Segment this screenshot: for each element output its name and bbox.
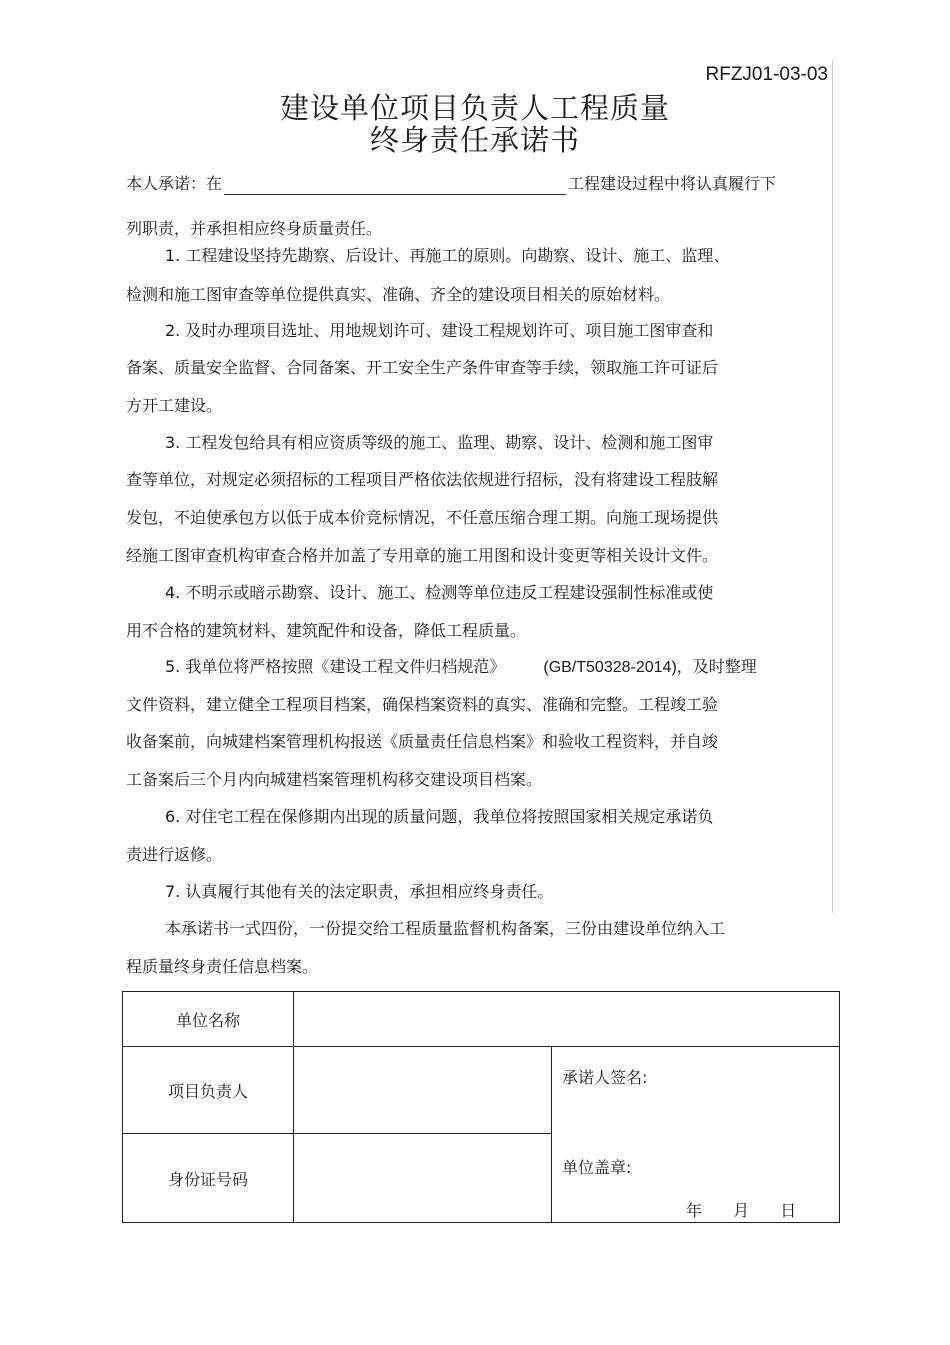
seal-label: 单位盖章:: [562, 1158, 632, 1177]
day-label: 日: [780, 1201, 797, 1220]
document-code: RFZJ01-03-03: [705, 64, 828, 85]
unit-name-field[interactable]: [294, 992, 840, 1047]
item-6-line-1: 6. 对住宅工程在保修期内出现的质量问题，我单位将按照国家相关规定承诺负: [165, 807, 714, 826]
item-6-line-2: 责进行返修。: [126, 845, 223, 864]
project-lead-label: 项目负责人: [123, 1047, 294, 1134]
project-name-blank: [224, 176, 566, 195]
item-4-line-1: 4. 不明示或暗示勘察、设计、施工、检测等单位违反工程建设强制性标准或使: [165, 583, 714, 602]
commitment-form-table: [122, 991, 840, 1223]
item-4-line-2: 用不合格的建筑材料、建筑配件和设备，降低工程质量。: [126, 621, 527, 640]
id-number-label: 身份证号码: [123, 1134, 294, 1223]
note-line-2: 程质量终身责任信息档案。: [126, 957, 319, 976]
item-5-text: 5. 我单位将严格按照《建设工程文件归档规范》: [165, 657, 506, 676]
date-line: [686, 1198, 822, 1221]
item-3-line-3: 发包，不迫使承包方以低于成本价竞标情况，不任意压缩合理工期。向施工现场提供: [126, 508, 719, 527]
project-lead-field[interactable]: [294, 1047, 552, 1134]
item-5-line-1: [165, 656, 757, 679]
item-3-line-2: 查等单位，对规定必须招标的工程项目严格依法依规进行招标，没有将建设工程肢解: [126, 470, 719, 489]
table-row: [123, 1047, 840, 1134]
standard-reference: (GB/T50328-2014)，及时整理: [543, 659, 757, 676]
item-3-line-1: 3. 工程发包给具有相应资质等级的施工、监理、勘察、设计、检测和施工图审: [165, 433, 714, 452]
item-2-line-1: 2. 及时办理项目选址、用地规划许可、建设工程规划许可、项目施工图审查和: [165, 321, 714, 340]
note-line-1: 本承诺书一式四份，一份提交给工程质量监督机构备案，三份由建设单位纳入工: [165, 919, 726, 938]
item-5-line-3: 收备案前，向城建档案管理机构报送《质量责任信息档案》和验收工程资料，并自竣: [126, 732, 719, 751]
intro-line: [126, 173, 776, 195]
item-3-line-4: 经施工图审查机构审查合格并加盖了专用章的施工用图和设计变更等相关设计文件。: [126, 546, 719, 565]
id-number-field[interactable]: [294, 1134, 552, 1223]
item-2-line-3: 方开工建设。: [126, 396, 223, 415]
month-label: 月: [733, 1201, 750, 1220]
item-5-line-4: 工备案后三个月内向城建档案管理机构移交建设项目档案。: [126, 770, 543, 789]
item-1-line-1: 1. 工程建设坚持先勘察、后设计、再施工的原则。向勘察、设计、施工、监理、: [165, 246, 730, 265]
item-5-line-2: 文件资料，建立健全工程项目档案，确保档案资料的真实、准确和完整。工程竣工验: [126, 695, 719, 714]
intro-suffix: 工程建设过程中将认真履行下: [568, 174, 777, 193]
intro-prefix: 本人承诺：在: [126, 174, 223, 193]
margin-line: [832, 60, 833, 913]
signature-cell[interactable]: [552, 1047, 840, 1223]
signature-label: 承诺人签名:: [562, 1068, 648, 1087]
item-2-line-2: 备案、质量安全监督、合同备案、开工安全生产条件审查等手续，领取施工许可证后: [126, 358, 719, 377]
intro-cont: 列职责，并承担相应终身质量责任。: [126, 219, 383, 238]
title-line-1: 建设单位项目负责人工程质量: [279, 91, 670, 125]
title-line-2: 终身责任承诺书: [369, 123, 580, 157]
item-1-line-2: 检测和施工图审查等单位提供真实、准确、齐全的建设项目相关的原始材料。: [126, 285, 671, 304]
year-label: 年: [686, 1201, 703, 1220]
unit-name-label: 单位名称: [123, 992, 294, 1047]
item-7-line-1: 7. 认真履行其他有关的法定职责，承担相应终身责任。: [165, 882, 554, 901]
table-row: [123, 992, 840, 1047]
